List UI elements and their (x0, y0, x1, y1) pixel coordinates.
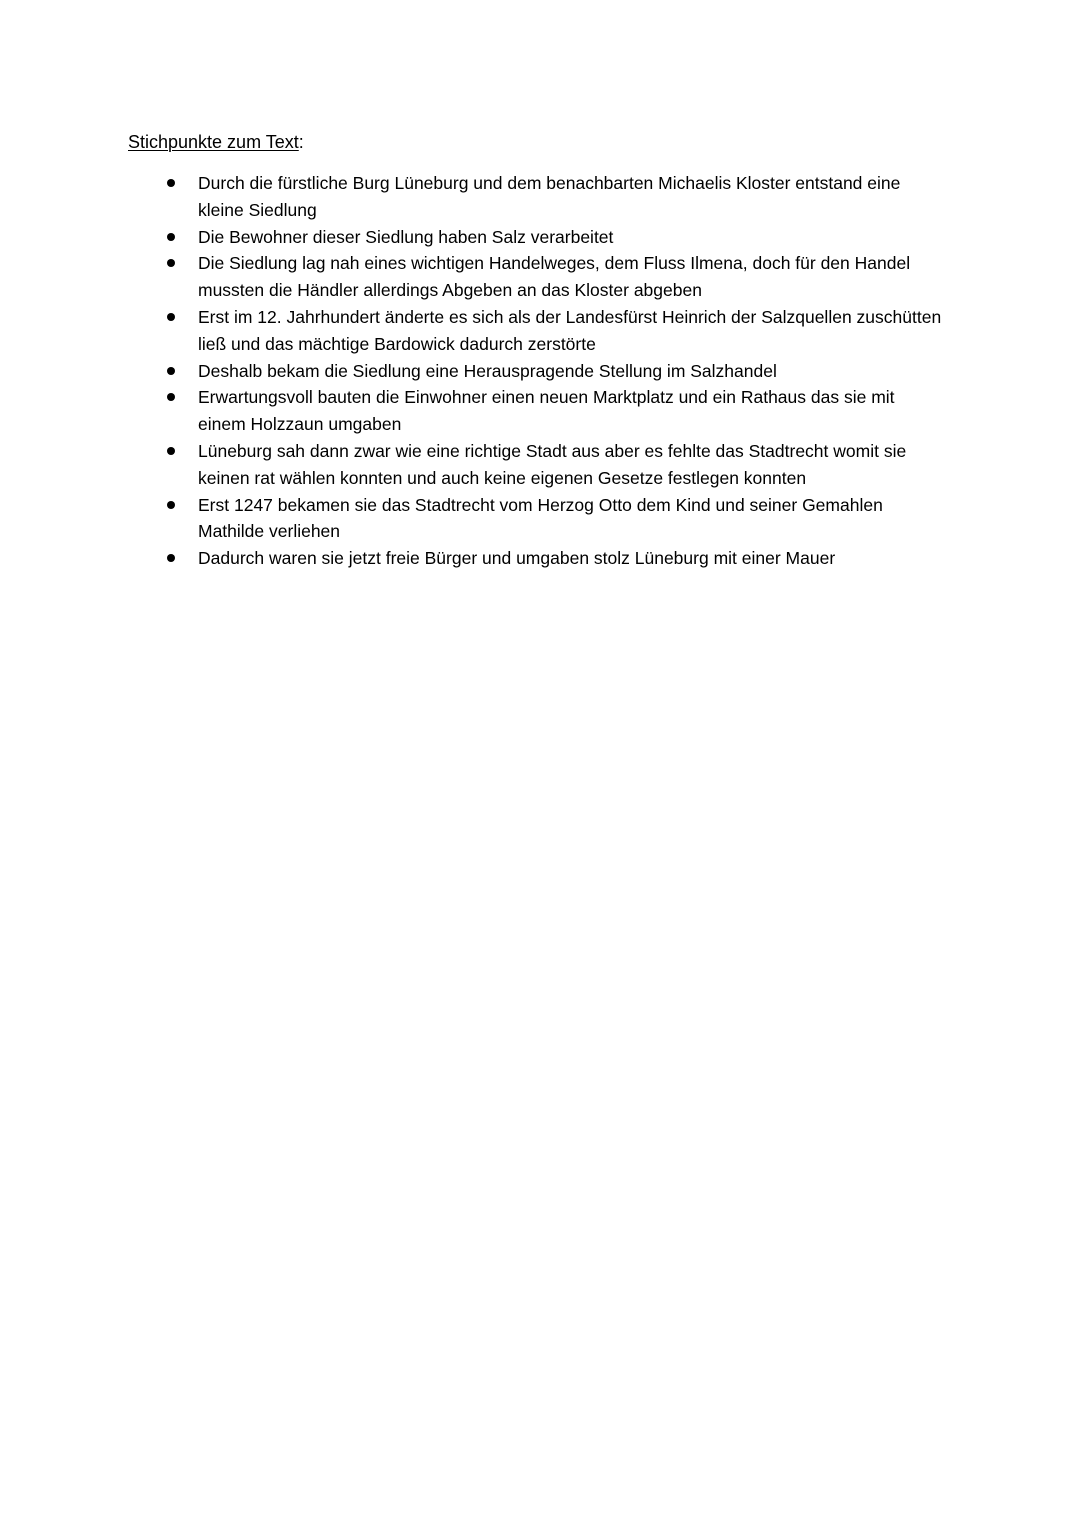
heading-text: Stichpunkte zum Text (128, 132, 299, 152)
list-item-text: Erst 1247 bekamen sie das Stadtrecht vom Herzog Otto dem Kind und seiner Gemahlen Mathilde verliehen (198, 494, 883, 542)
list-item (164, 492, 944, 546)
bullet-icon (167, 259, 175, 267)
bullet-icon (167, 447, 175, 455)
list-item-text: Deshalb bekam die Siedlung eine Herauspragende Stellung im Salzhandel (198, 360, 777, 381)
list-item (164, 545, 944, 572)
list-item (164, 170, 944, 224)
bullet-icon (167, 179, 175, 187)
list-item-text: Erst im 12. Jahrhundert änderte es sich als der Landesfürst Heinrich der Salzquellen zuschütten ließ und das mächtige Bardowick dadurch zerstörte (198, 306, 942, 354)
list-item (164, 304, 944, 358)
bullet-icon (167, 313, 175, 321)
page-title (128, 129, 304, 155)
list-item (164, 250, 944, 304)
bullet-list (164, 170, 944, 572)
bullet-icon (167, 554, 175, 562)
list-item-text: Erwartungsvoll bauten die Einwohner einen neuen Marktplatz und ein Rathaus das sie mit einem Holzzaun umgaben (198, 387, 895, 435)
bullet-icon (167, 367, 175, 375)
list-item (164, 358, 944, 385)
list-item-text: Durch die fürstliche Burg Lüneburg und dem benachbarten Michaelis Kloster entstand eine kleine Siedlung (198, 173, 901, 220)
list-item-text: Lüneburg sah dann zwar wie eine richtige Stadt aus aber es fehlte das Stadtrecht womit sie keinen rat wählen konnten und auch keine eigenen Gesetze festlegen konnten (198, 440, 907, 488)
list-item-text: Dadurch waren sie jetzt freie Bürger und umgaben stolz Lüneburg mit einer Mauer (198, 548, 836, 569)
list-item (164, 438, 944, 492)
list-item (164, 384, 944, 438)
list-item (164, 224, 944, 251)
list-item-text: Die Siedlung lag nah eines wichtigen Handelweges, dem Fluss Ilmena, doch für den Handel mussten die Händler allerdings Abgeben an das Kloster abgeben (198, 253, 911, 301)
list-item-text: Die Bewohner dieser Siedlung haben Salz verarbeitet (198, 226, 614, 247)
heading-colon: : (298, 132, 304, 152)
bullet-icon (167, 233, 175, 241)
bullet-icon (167, 501, 175, 509)
bullet-icon (167, 393, 175, 401)
